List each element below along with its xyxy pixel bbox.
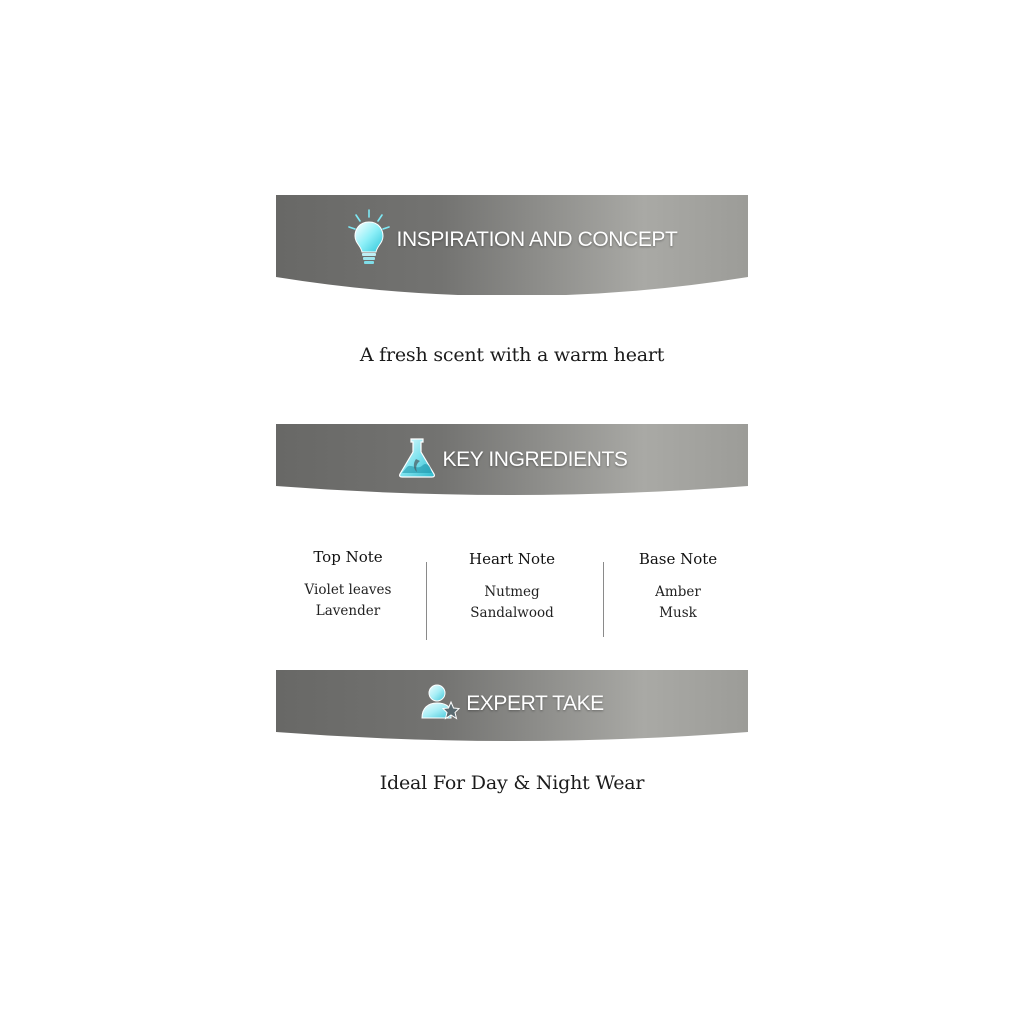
- heart-note-title: Heart Note: [469, 550, 555, 568]
- heart-note-column: [452, 550, 572, 624]
- expert-text: Ideal For Day & Night Wear: [379, 772, 645, 794]
- heart-note-item: Nutmeg: [484, 584, 540, 600]
- flask-icon: [397, 437, 437, 483]
- heart-note-item: Sandalwood: [470, 605, 554, 621]
- concept-text: A fresh scent with a warm heart: [359, 344, 665, 366]
- lightbulb-icon: [347, 208, 391, 272]
- top-note-title: Top Note: [313, 548, 383, 566]
- base-note-item: Amber: [655, 584, 701, 600]
- expert-banner: [276, 670, 748, 743]
- base-note-title: Base Note: [638, 550, 718, 568]
- user-star-icon: [420, 682, 460, 726]
- ingredients-title: KEY INGREDIENTS: [442, 448, 628, 471]
- top-note-item: Violet leaves: [304, 582, 392, 598]
- divider: [603, 562, 604, 637]
- inspiration-title: INSPIRATION AND CONCEPT: [396, 228, 678, 251]
- top-note-column: [288, 548, 408, 622]
- top-note-item: Lavender: [315, 603, 381, 619]
- notes-section: [276, 548, 748, 643]
- divider: [426, 562, 427, 640]
- base-note-item: Musk: [659, 605, 697, 621]
- expert-title: EXPERT TAKE: [466, 692, 604, 715]
- inspiration-banner: [276, 195, 748, 295]
- ingredients-banner: [276, 424, 748, 497]
- base-note-column: [618, 550, 738, 624]
